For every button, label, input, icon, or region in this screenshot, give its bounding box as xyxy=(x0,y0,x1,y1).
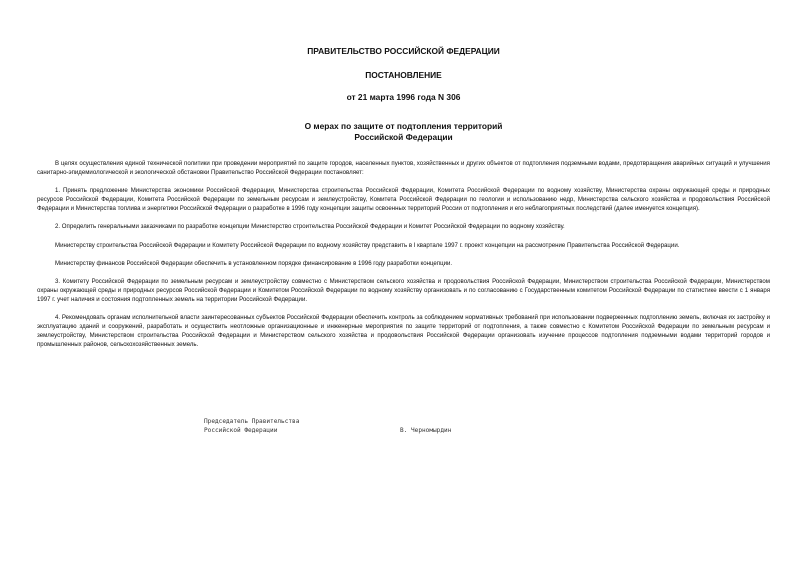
clause-1-paragraph: 1. Принять предложение Министерства экономики Российской Федерации, Министерства строительства Российской Федерации, Комитета Российской Федерации по водному хозяйству, Министерства охраны окружающей среды и природных ресурсов Российской Федерации, Комитета Российской Федерации по земельным ресурсам и землеустройству, Комитета Российской Федерации по геологии и использованию недр, Министерства сельского хозяйства и продовольствия Российской Федерации и Министерства топлива и энергетики Российской Федерации о разработке в 1996 году концепции защиты освоенных территорий России от подтопления и его неблагоприятных последствий (далее именуется концепция). xyxy=(37,187,770,213)
signatory-position-line-1: Председатель Правительства xyxy=(204,418,300,425)
clause-2-ministry-construction-paragraph: Министерству строительства Российской Федерации и Комитету Российской Федерации по водному хозяйству представить в I квартале 1997 г. проект концепции на рассмотрение Правительства Российской Федерации. xyxy=(55,241,680,249)
document-date-number: от 21 марта 1996 года N 306 xyxy=(346,92,461,102)
signatory-position-line-2: Российской Федерации xyxy=(204,427,278,434)
document-type: ПОСТАНОВЛЕНИЕ xyxy=(365,70,442,80)
document-title xyxy=(0,121,807,142)
clause-3-paragraph: 3. Комитету Российской Федерации по земельным ресурсам и землеустройству совместно с Министерством сельского хозяйства и продовольствия Российской Федерации, Министерством строительства Российской Федерации, Министерством охраны окружающей среды и природных ресурсов Российской Федерации и Комитетом Российской Федерации по водному хозяйству организовать и по согласованию с Государственным комитетом Российской Федерации по статистике ввести с 1 января 1997 г. учет наличия и состояния подтопленных земель на территории Российской Федерации. xyxy=(37,277,770,303)
issuing-authority: ПРАВИТЕЛЬСТВО РОССИЙСКОЙ ФЕДЕРАЦИИ xyxy=(307,46,500,56)
clause-4-paragraph: 4. Рекомендовать органам исполнительной власти заинтересованных субъектов Российской Федерации обеспечить контроль за соблюдением нормативных требований при использовании подверженных подтоплению земель, включая их застройку и эксплуатацию зданий и сооружений, разработать и осуществить неотложные организационные и инженерные мероприятия по защите территорий от подтопления, а также совместно с Комитетом Российской Федерации по земельным ресурсам и землеустройству, Министерством строительства Российской Федерации и Министерством сельского хозяйства и продовольствия Российской Федерации организовать изучение процессов подтопления подземными водами территорий городов и промышленных районов, сельскохозяйственных земель. xyxy=(37,314,770,349)
document-body xyxy=(37,159,770,358)
document-title-line-2: Российской Федерации xyxy=(354,131,453,142)
preamble-paragraph: В целях осуществления единой технической политики при проведении мероприятий по защите городов, населенных пунктов, хозяйственных и других объектов от подтопления подземными водами, предотвращения аварийных ситуаций и улучшения санитарно-эпидемиологической и экологической обстановки Правительство Российской Федерации постановляет: xyxy=(37,160,770,177)
clause-2-ministry-finance-paragraph: Министерству финансов Российской Федерации обеспечить в установленном порядке финансирование в 1996 году разработки концепции. xyxy=(55,259,453,267)
signatory-position xyxy=(204,417,299,435)
document-title-line-1: О мерах по защите от подтопления территорий xyxy=(304,121,503,131)
clause-2-paragraph: 2. Определить генеральными заказчиками по разработке концепции Министерство строительства Российской Федерации и Комитет Российской Федерации по водному хозяйству. xyxy=(55,223,565,231)
signatory-name: В. Черномырдин xyxy=(400,427,452,434)
